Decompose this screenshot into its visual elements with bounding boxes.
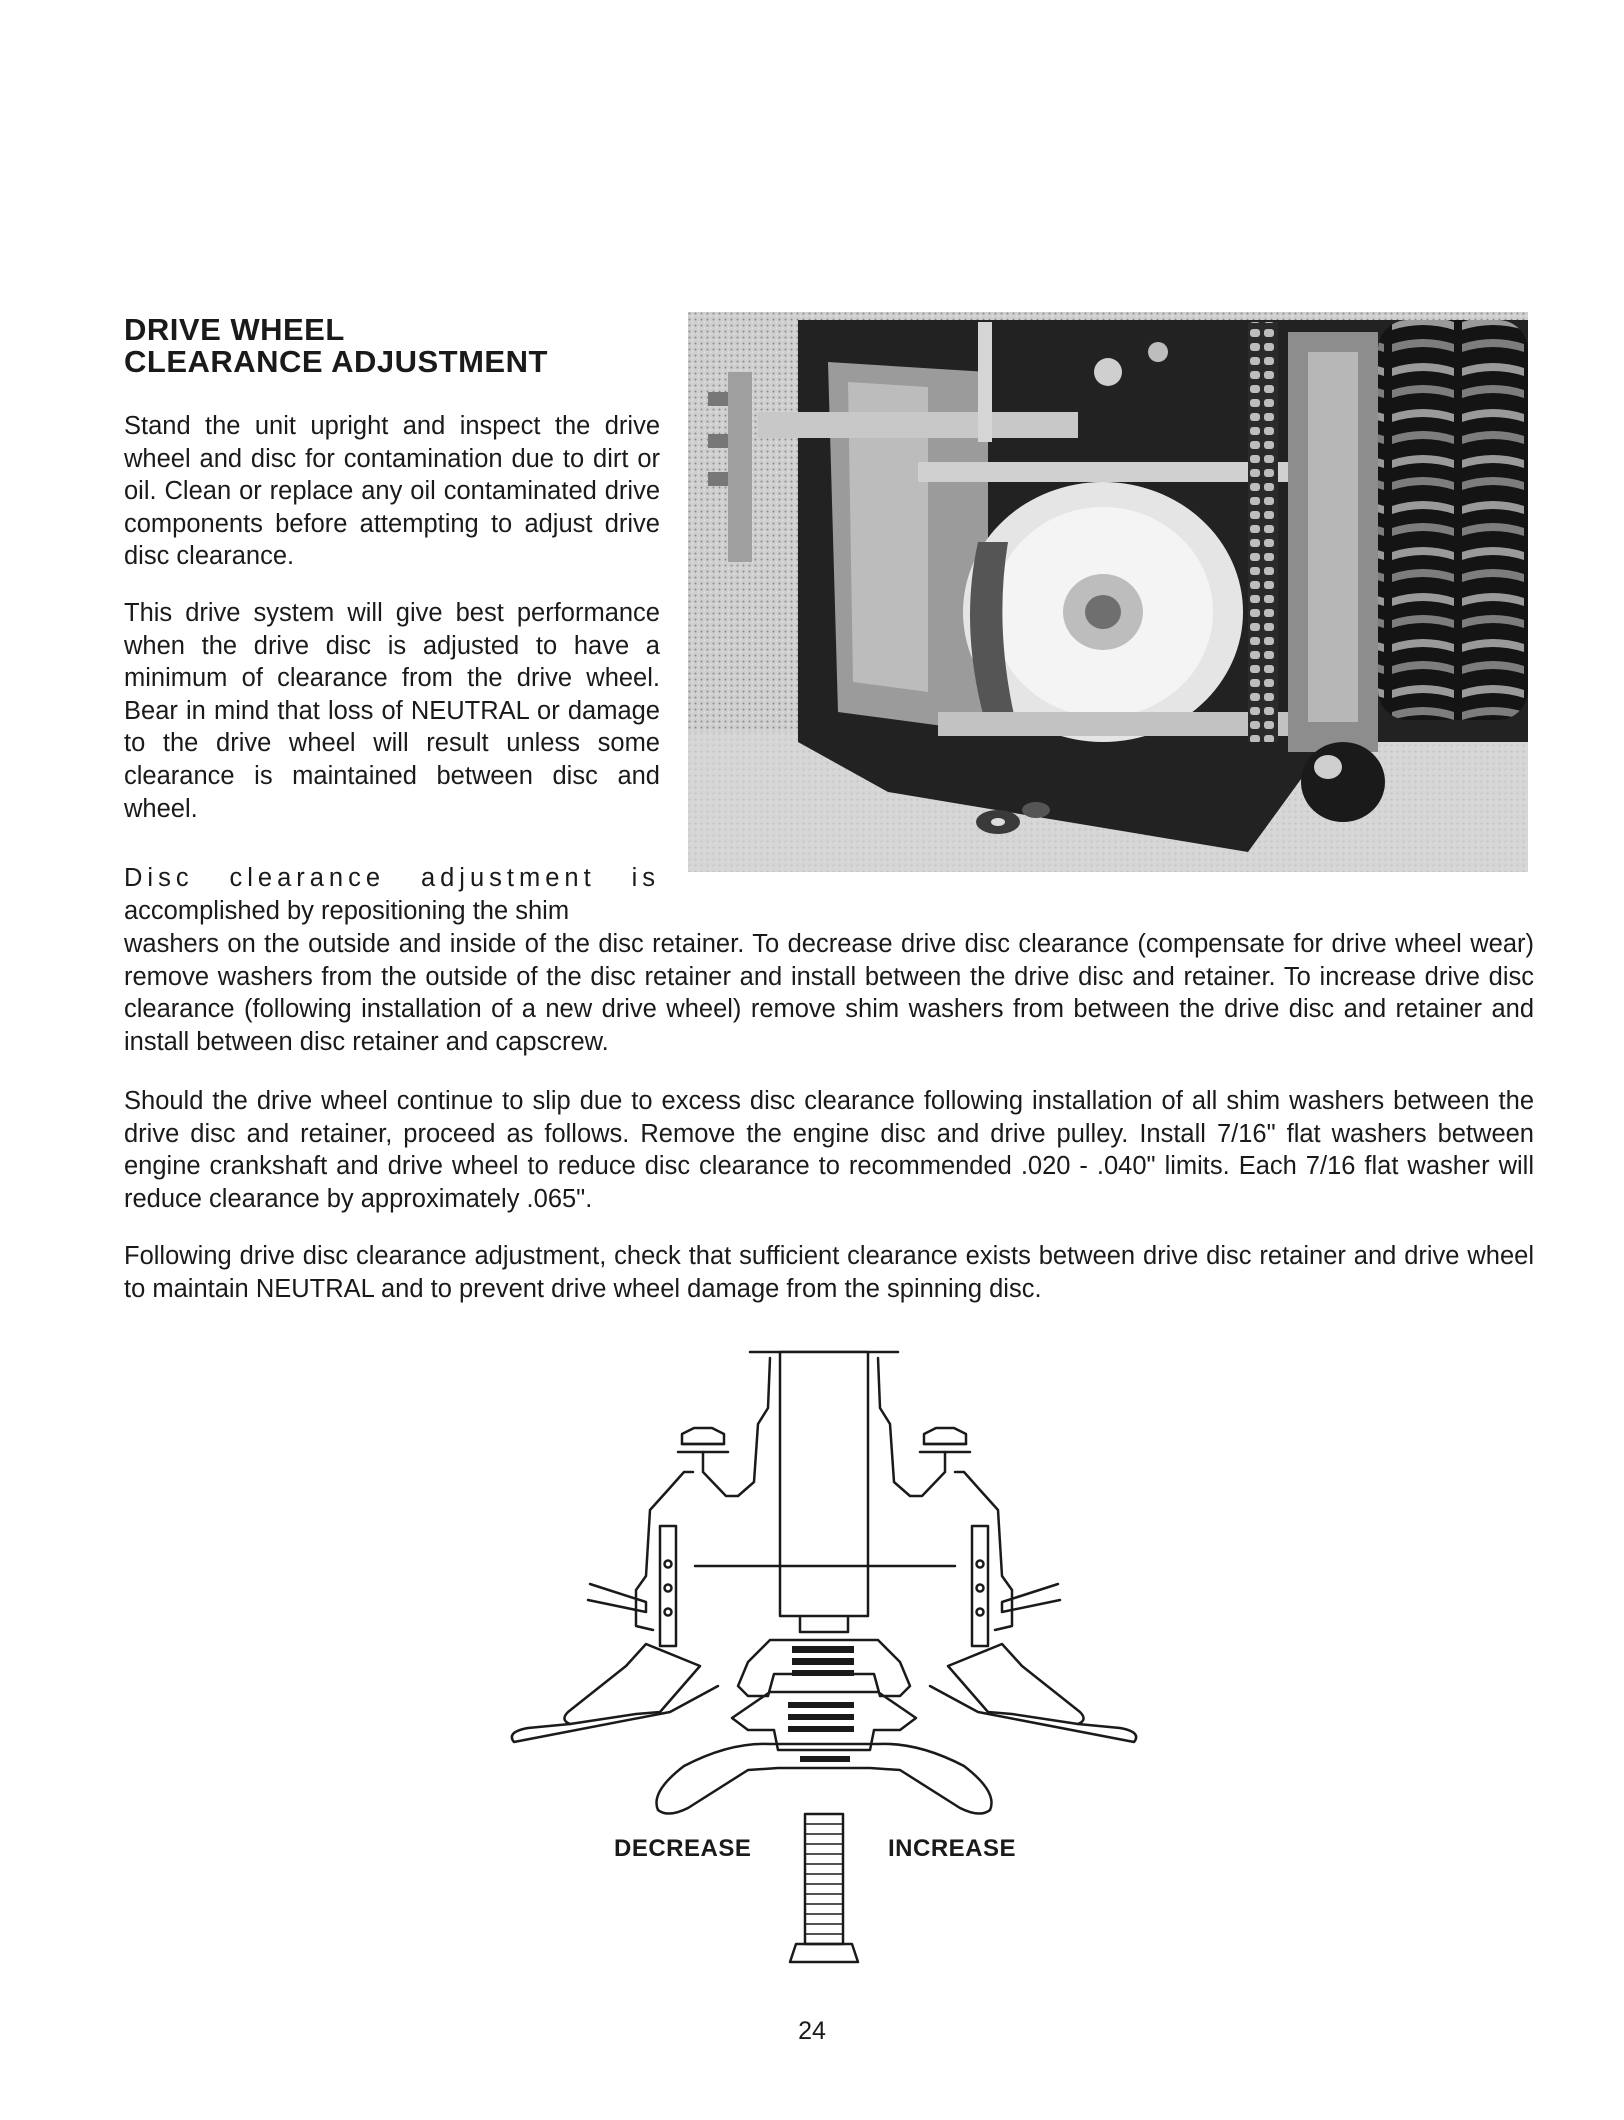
clearance-diagram	[470, 1340, 1190, 1950]
paragraph-inspect: Stand the unit upright and inspect the drive wheel and disc for contamination due to dirt or oil. Clean or replace any oil contaminated drive components before attempting to adjust drive disc clearance.	[124, 412, 660, 571]
paragraph-excess-clearance: Should the drive wheel continue to slip due to excess disc clearance following installation of all shim washers between the drive disc and retainer, proceed as follows. Remove the engine disc and drive pulley. Install 7/16" flat washers between engine crankshaft and drive wheel to reduce disc clearance to recommended .020 - .040" limits. Each 7/16 flat washer will reduce clearance by approximately .065".	[124, 1087, 1534, 1213]
drive-assembly-photo	[688, 312, 1528, 872]
decrease-label: DECREASE	[614, 1835, 752, 1862]
increase-label: INCREASE	[888, 1835, 1017, 1862]
page-number: 24	[798, 2017, 826, 2045]
paragraph-adjustment-line-1: Disc clearance adjustment is	[124, 864, 660, 892]
section-title	[124, 314, 684, 378]
paragraph-adjustment-line-2: accomplished by repositioning the shim	[124, 897, 570, 925]
title-line-1: DRIVE WHEEL	[124, 312, 345, 347]
paragraph-adjustment-rest: washers on the outside and inside of the disc retainer. To decrease drive disc clearance (compensate for drive wheel wear) remove washers from the outside of the disc retainer and install between the drive disc and retainer. To increase drive disc clearance (following installation of a new drive wheel) remove shim washers from between the drive disc and retainer and install between disc retainer and capscrew.	[124, 930, 1534, 1056]
paragraph-neutral-check: Following drive disc clearance adjustment, check that sufficient clearance exists between drive disc retainer and drive wheel to maintain NEUTRAL and to prevent drive wheel damage from the spinning disc.	[124, 1242, 1534, 1303]
title-line-2: CLEARANCE ADJUSTMENT	[124, 344, 548, 379]
paragraph-performance: This drive system will give best performance when the drive disc is adjusted to have a minimum of clearance from the drive wheel. Bear in mind that loss of NEUTRAL or damage to the drive wheel will result unless some clearance is maintained between disc and wheel.	[124, 599, 660, 823]
